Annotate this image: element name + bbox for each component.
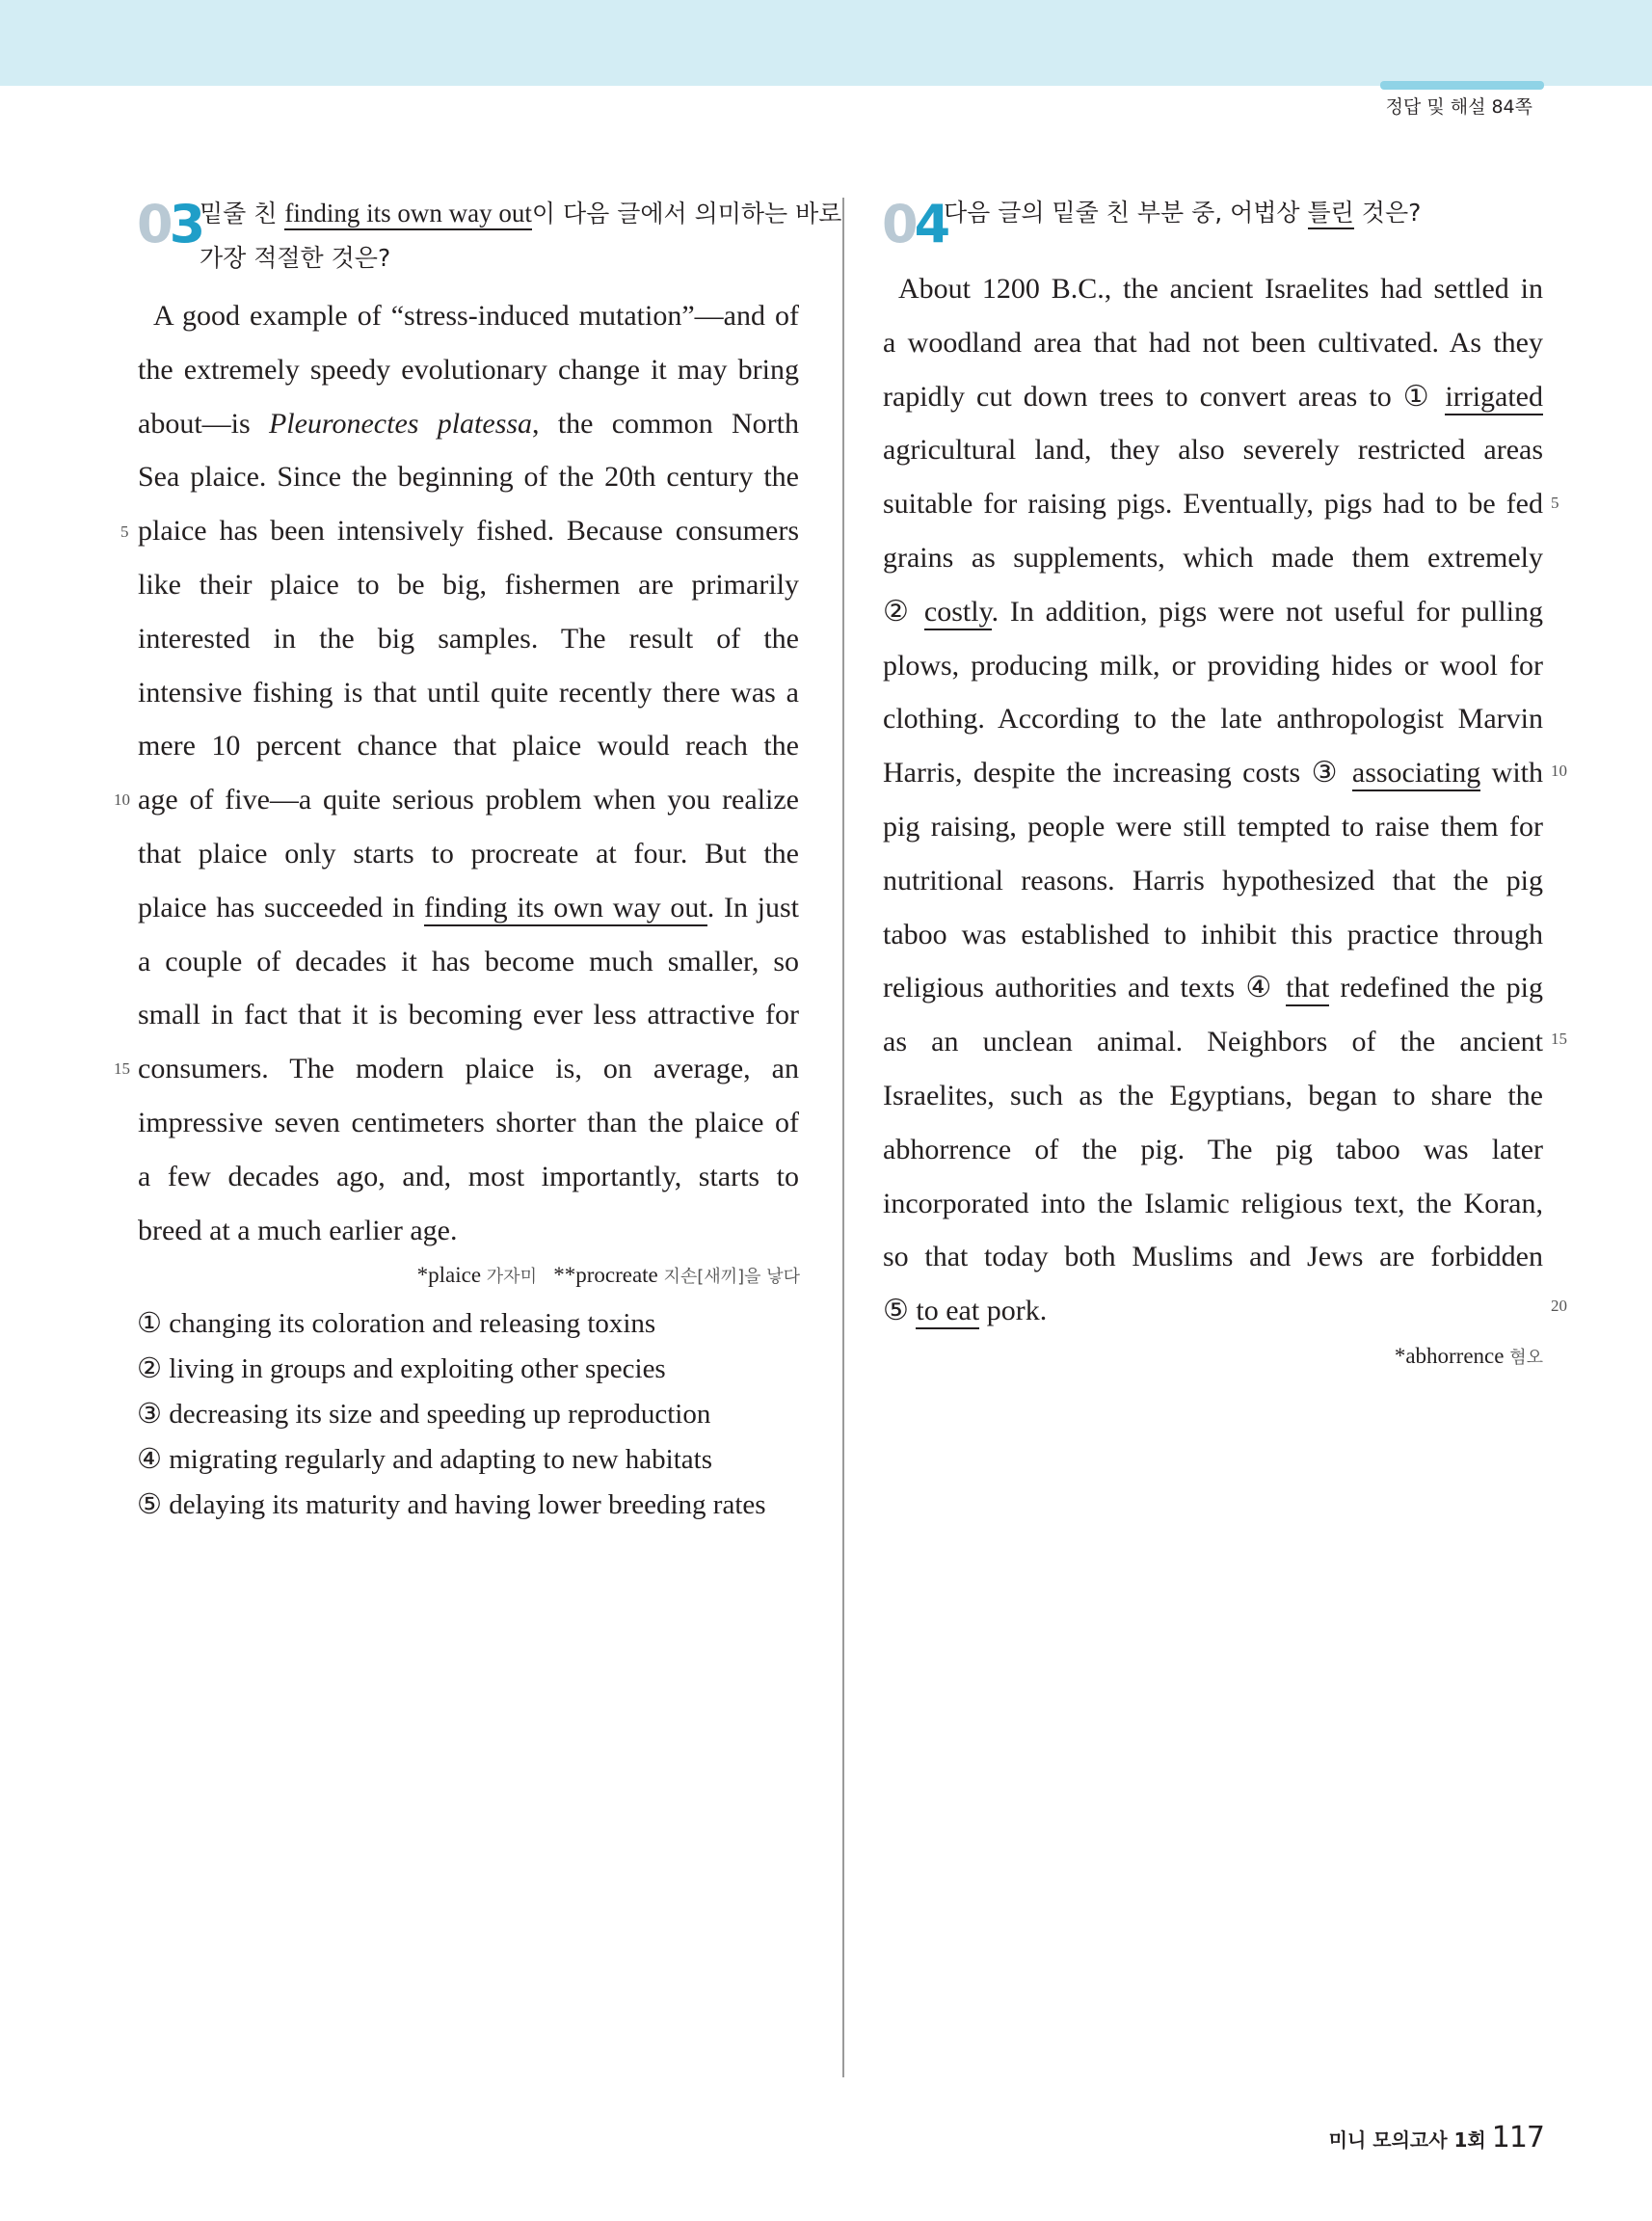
passage-line: taboo was established to inhibit this practice through [883, 918, 1543, 950]
answer-choice-1[interactable]: ① changing its coloration and releasing toxins [137, 1308, 656, 1339]
question-number-digit-0: 0 [882, 194, 915, 254]
question-03-footnote: *plaice 가자미 **procreate 지손[새끼]을 낳다 [416, 1263, 800, 1287]
underlined-choice-3: associating [1352, 757, 1480, 791]
answer-choice-4[interactable]: ④ migrating regularly and adapting to new habitats [137, 1444, 712, 1475]
passage-line: plows, producing milk, or providing hides or wool for [883, 649, 1543, 682]
question-number-digit-3: 3 [169, 194, 202, 254]
question-03-choices [137, 1301, 766, 1528]
passage-line: impressive seven centimeters shorter than the plaice of [138, 1106, 799, 1138]
passage-line: consumers. The modern plaice is, on average, an [138, 1053, 799, 1085]
line-number: 10 [1551, 762, 1567, 780]
passage-line: clothing. According to the late anthropologist Marvin [883, 703, 1543, 736]
question-number-digit-4: 4 [914, 194, 947, 254]
footer-label: 미니 모의고사 1회 [1328, 2128, 1486, 2152]
passage-line: plaice has succeeded in finding its own way out. In just [138, 881, 799, 935]
passage-line: About 1200 B.C., the ancient Israelites had settled in [898, 273, 1543, 305]
passage-line: grains as supplements, which made them extremely [883, 541, 1543, 574]
question-04-passage [883, 262, 1543, 1338]
passage-line: plaice has been intensively fished. Because consumers [138, 515, 799, 548]
passage-line: mere 10 percent chance that plaice would reach the [138, 730, 799, 763]
question-04-prompt: 다음 글의 밑줄 친 부분 중, 어법상 틀린 것은? [944, 191, 1421, 235]
question-03-passage [138, 289, 799, 1257]
passage-line: nutritional reasons. Harris hypothesized that the pig [883, 864, 1543, 896]
passage-line: agricultural land, they also severely restricted areas [883, 434, 1543, 467]
passage-line: religious authorities and texts ④ that redefined the pig [883, 961, 1543, 1015]
passage-line: so that today both Muslims and Jews are forbidden [883, 1241, 1543, 1273]
passage-line: Israelites, such as the Egyptians, began to share the [883, 1079, 1543, 1111]
passage-line: suitable for raising pigs. Eventually, pigs had to be fed [883, 488, 1543, 521]
header-band [0, 0, 1652, 86]
passage-line: rapidly cut down trees to convert areas to ① irrigated [883, 370, 1543, 424]
passage-line: Sea plaice. Since the beginning of the 20th century the [138, 461, 799, 494]
passage-line: Harris, despite the increasing costs ③ associating with [883, 746, 1543, 800]
passage-line: pig raising, people were still tempted to raise them for [883, 810, 1543, 843]
line-number: 5 [1551, 494, 1559, 512]
passage-line: interested in the big samples. The result of the [138, 622, 799, 655]
passage-line: that plaice only starts to procreate at four. But the [138, 837, 799, 870]
passage-line: a couple of decades it has become much smaller, so [138, 945, 799, 977]
line-number: 15 [1551, 1030, 1567, 1048]
underlined-phrase: finding its own way out [424, 892, 707, 926]
question-03-prompt [200, 191, 841, 281]
underlined-choice-1: irrigated [1445, 381, 1543, 415]
answer-choice-5[interactable]: ⑤ delaying its maturity and having lower breeding rates [137, 1489, 766, 1520]
species-name: Pleuronectes platessa [268, 407, 533, 440]
question-03-prompt-line2: 가장 적절한 것은? [200, 244, 391, 272]
question-03-prompt-line1: 밑줄 친 finding its own way out이 다음 글에서 의미하는 바로 [200, 191, 841, 236]
passage-line: ② costly. In addition, pigs were not useful for pulling [883, 585, 1543, 639]
passage-line: breed at a much earlier age. [138, 1214, 458, 1246]
underlined-choice-4: that [1286, 972, 1329, 1006]
passage-line: about—is Pleuronectes platessa, the common North [138, 407, 799, 440]
question-04-footnote: *abhorrence 혐오 [1394, 1344, 1543, 1368]
prompt-underlined-word: 틀린 [1308, 199, 1354, 229]
column-divider [842, 198, 844, 2077]
header-tab-accent [1380, 81, 1544, 90]
question-number-digit-0: 0 [137, 194, 170, 254]
prompt-underlined-phrase: finding its own way out [284, 199, 532, 230]
passage-line: a few decades ago, and, most importantly, starts to [138, 1160, 799, 1192]
answer-reference: 정답 및 해설 84쪽 [1385, 96, 1532, 118]
page-number: 117 [1491, 2121, 1544, 2154]
passage-line: incorporated into the Islamic religious text, the Koran, [883, 1187, 1543, 1219]
passage-line: ⑤ to eat pork. [883, 1284, 1543, 1338]
page-footer [1329, 2121, 1544, 2154]
question-number-03 [137, 194, 202, 254]
line-number: 20 [1551, 1297, 1567, 1315]
line-number: 5 [120, 522, 129, 541]
answer-choice-3[interactable]: ③ decreasing its size and speeding up reproduction [137, 1399, 711, 1430]
passage-line: age of five—a quite serious problem when you realize [138, 784, 799, 816]
passage-line: a woodland area that had not been cultivated. As they [883, 326, 1543, 359]
line-number: 15 [114, 1059, 130, 1078]
answer-choice-2[interactable]: ② living in groups and exploiting other species [137, 1353, 666, 1384]
underlined-choice-5: to eat [916, 1295, 979, 1329]
passage-line: like their plaice to be big, fishermen are primarily [138, 568, 799, 601]
passage-line: as an unclean animal. Neighbors of the ancient [883, 1026, 1543, 1058]
underlined-choice-2: costly [924, 596, 992, 630]
passage-line: A good example of “stress-induced mutation”—and of [153, 300, 799, 332]
line-number: 10 [114, 790, 130, 809]
passage-line: the extremely speedy evolutionary change it may bring [138, 353, 799, 386]
question-number-04 [882, 194, 947, 254]
passage-line: intensive fishing is that until quite recently there was a [138, 676, 799, 709]
passage-line: small in fact that it is becoming ever less attractive for [138, 999, 799, 1031]
passage-line: abhorrence of the pig. The pig taboo was later [883, 1133, 1543, 1165]
